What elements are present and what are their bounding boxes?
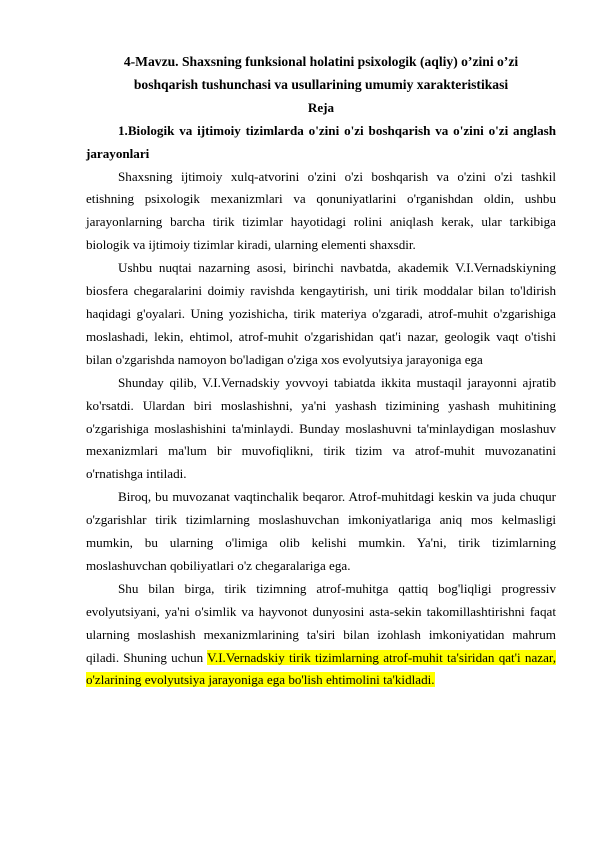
paragraph-3: Shunday qilib, V.I.Vernadskiy yovvoyi tabiatda ikkita mustaqil jarayonni ajratib ko'rsatdi. Ulardan biri moslashishni, ya'ni yashash tizimining yashash muhitining o'zgarishiga moslashishini ta'minlaydi. Bunday moslashuvni ta'minlaydigan moslashuv mexanizmlari ma'lum bir muvofiqlikni, tirik tizim va atrof-muhit muvozanatini o'rnatishga intiladi. bbox=[86, 374, 556, 482]
paragraph-4: Biroq, bu muvozanat vaqtinchalik beqaror. Atrof-muhitdagi keskin va juda chuqur o'zgarishlar tirik tizimlarning moslashuvchan imkoniyatlariga aniq mos kelmasligi mumkin, bu ularning o'limiga olib kelishi mumkin. Ya'ni, tirik tizimlarning moslashuvchan qobiliyatlari o'z chegaralariga ega. bbox=[86, 489, 556, 573]
section-heading: 1.Biologik va ijtimoiy tizimlarda o'zini o'zi boshqarish va o'zini o'zi anglash jarayonlari bbox=[86, 122, 556, 161]
paragraph-2: Ushbu nuqtai nazarning asosi, birinchi navbatda, akademik V.I.Vernadskiyning biosfera chegaralarini doimiy ravishda kengaytirish, uni tirik moddalar bilan to'ldirish haqidagi g'oyalari. Uning yozishicha, tirik materiya o'zgaradi, atrof-muhit o'zgarishiga moslashadi, lekin, ehtimol, atrof-muhit o'zgarishidan qat'i nazar, geologik vaqt o'tishi bilan o'zgarishda namoyon bo'ladigan o'ziga xos evolyutsiya jarayoniga ega bbox=[86, 260, 556, 367]
paragraph-5-text: Shu bilan birga, tirik tizimning atrof-muhitga qattiq bog'liqligi progressiv evolyutsiyani, ya'ni o'simlik va hayvonot dunyosini asta-sekin takomillashtirishni faqat ularning moslashish mexanizmlarining ta'siri bilan izohlash imkoniyatidan mahrum qiladi. Shuning uchun bbox=[86, 580, 556, 665]
document-page bbox=[86, 51, 556, 692]
document-title-line-2: boshqarish tushunchasi va usullarining umumiy xarakteristikasi bbox=[133, 76, 509, 92]
paragraph-1: Shaxsning ijtimoiy xulq-atvorini o'zini o'zi boshqarish va o'zini o'zi tashkil etishning psixologik mexanizmlari va qonuniyatlarini o'rganishdan oldin, ushbu jarayonlarning barcha tirik tizimlar hayotidagi rolini aniqlash kerak, ular tarkibiga biologik va ijtimoiy tizimlar kiradi, ularning elementi shaxsdir. bbox=[86, 168, 556, 253]
highlighted-text: V.I.Vernadskiy tirik tizimlarning atrof-muhit ta'siridan qat'i nazar, o'zlarining evolyutsiya jarayoniga ega bo'lish ehtimolini ta'kidladi. bbox=[86, 649, 556, 688]
paragraph-5 bbox=[86, 578, 556, 693]
document-title-line-1: 4-Mavzu. Shaxsning funksional holatini psixologik (aqliy) o’zini o’zi bbox=[123, 54, 519, 69]
plan-label: Reja bbox=[307, 99, 335, 115]
